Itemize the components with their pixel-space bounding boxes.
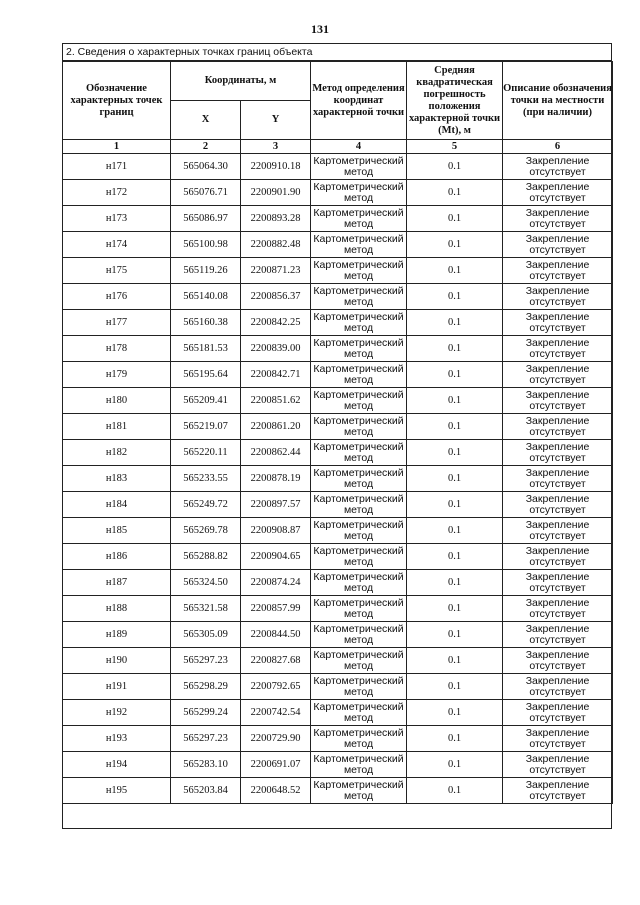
y-coordinate-cell: 2200851.62 <box>241 388 311 414</box>
y-coordinate-cell: 2200792.65 <box>241 674 311 700</box>
description-cell: Закрепление отсутствует <box>503 752 613 778</box>
x-coordinate-cell: 565299.24 <box>171 700 241 726</box>
y-coordinate-cell: 2200871.23 <box>241 258 311 284</box>
point-id-cell: н188 <box>63 596 171 622</box>
accuracy-cell: 0.1 <box>407 180 503 206</box>
y-coordinate-cell: 2200827.68 <box>241 648 311 674</box>
table-row <box>63 492 613 518</box>
accuracy-cell: 0.1 <box>407 284 503 310</box>
point-id-cell: н178 <box>63 336 171 362</box>
method-cell: Картометрический метод <box>311 362 407 388</box>
column-number: 5 <box>407 140 503 154</box>
y-coordinate-cell: 2200861.20 <box>241 414 311 440</box>
description-cell: Закрепление отсутствует <box>503 466 613 492</box>
point-id-cell: н173 <box>63 206 171 232</box>
column-number: 3 <box>241 140 311 154</box>
header-designation: Обозначение характерных точек границ <box>63 62 171 140</box>
accuracy-cell: 0.1 <box>407 570 503 596</box>
accuracy-cell: 0.1 <box>407 206 503 232</box>
point-id-cell: н180 <box>63 388 171 414</box>
description-cell: Закрепление отсутствует <box>503 180 613 206</box>
table-row <box>63 284 613 310</box>
x-coordinate-cell: 565283.10 <box>171 752 241 778</box>
accuracy-cell: 0.1 <box>407 336 503 362</box>
table-row <box>63 648 613 674</box>
table-row <box>63 154 613 180</box>
accuracy-cell: 0.1 <box>407 622 503 648</box>
accuracy-cell: 0.1 <box>407 726 503 752</box>
accuracy-cell: 0.1 <box>407 414 503 440</box>
table-row <box>63 752 613 778</box>
y-coordinate-cell: 2200742.54 <box>241 700 311 726</box>
column-number: 1 <box>63 140 171 154</box>
table-row <box>63 180 613 206</box>
accuracy-cell: 0.1 <box>407 596 503 622</box>
y-coordinate-cell: 2200908.87 <box>241 518 311 544</box>
x-coordinate-cell: 565076.71 <box>171 180 241 206</box>
description-cell: Закрепление отсутствует <box>503 544 613 570</box>
method-cell: Картометрический метод <box>311 180 407 206</box>
y-coordinate-cell: 2200839.00 <box>241 336 311 362</box>
point-id-cell: н191 <box>63 674 171 700</box>
description-cell: Закрепление отсутствует <box>503 596 613 622</box>
y-coordinate-cell: 2200691.07 <box>241 752 311 778</box>
y-coordinate-cell: 2200878.19 <box>241 466 311 492</box>
header-method: Метод определения координат характерной точки <box>311 62 407 140</box>
table-row <box>63 700 613 726</box>
header-accuracy: Средняя квадратическая погрешность положения характерной точки (Mt), м <box>407 62 503 140</box>
y-coordinate-cell: 2200901.90 <box>241 180 311 206</box>
description-cell: Закрепление отсутствует <box>503 440 613 466</box>
table-row <box>63 388 613 414</box>
table-row <box>63 544 613 570</box>
accuracy-cell: 0.1 <box>407 648 503 674</box>
description-cell: Закрепление отсутствует <box>503 492 613 518</box>
accuracy-cell: 0.1 <box>407 700 503 726</box>
method-cell: Картометрический метод <box>311 492 407 518</box>
accuracy-cell: 0.1 <box>407 518 503 544</box>
y-coordinate-cell: 2200882.48 <box>241 232 311 258</box>
x-coordinate-cell: 565181.53 <box>171 336 241 362</box>
method-cell: Картометрический метод <box>311 284 407 310</box>
accuracy-cell: 0.1 <box>407 154 503 180</box>
accuracy-cell: 0.1 <box>407 544 503 570</box>
method-cell: Картометрический метод <box>311 648 407 674</box>
description-cell: Закрепление отсутствует <box>503 284 613 310</box>
table-row <box>63 778 613 804</box>
method-cell: Картометрический метод <box>311 570 407 596</box>
method-cell: Картометрический метод <box>311 622 407 648</box>
header-x: X <box>171 101 241 140</box>
y-coordinate-cell: 2200842.71 <box>241 362 311 388</box>
x-coordinate-cell: 565140.08 <box>171 284 241 310</box>
description-cell: Закрепление отсутствует <box>503 622 613 648</box>
table-row <box>63 310 613 336</box>
description-cell: Закрепление отсутствует <box>503 388 613 414</box>
point-id-cell: н171 <box>63 154 171 180</box>
y-coordinate-cell: 2200893.28 <box>241 206 311 232</box>
point-id-cell: н186 <box>63 544 171 570</box>
accuracy-cell: 0.1 <box>407 492 503 518</box>
method-cell: Картометрический метод <box>311 206 407 232</box>
y-coordinate-cell: 2200856.37 <box>241 284 311 310</box>
x-coordinate-cell: 565160.38 <box>171 310 241 336</box>
accuracy-cell: 0.1 <box>407 310 503 336</box>
x-coordinate-cell: 565305.09 <box>171 622 241 648</box>
column-number: 6 <box>503 140 613 154</box>
x-coordinate-cell: 565195.64 <box>171 362 241 388</box>
method-cell: Картометрический метод <box>311 778 407 804</box>
table-row <box>63 336 613 362</box>
point-id-cell: н182 <box>63 440 171 466</box>
x-coordinate-cell: 565219.07 <box>171 414 241 440</box>
y-coordinate-cell: 2200904.65 <box>241 544 311 570</box>
point-id-cell: н193 <box>63 726 171 752</box>
method-cell: Картометрический метод <box>311 388 407 414</box>
x-coordinate-cell: 565297.23 <box>171 726 241 752</box>
x-coordinate-cell: 565233.55 <box>171 466 241 492</box>
method-cell: Картометрический метод <box>311 752 407 778</box>
column-number: 4 <box>311 140 407 154</box>
accuracy-cell: 0.1 <box>407 674 503 700</box>
table-row <box>63 518 613 544</box>
x-coordinate-cell: 565064.30 <box>171 154 241 180</box>
description-cell: Закрепление отсутствует <box>503 674 613 700</box>
method-cell: Картометрический метод <box>311 258 407 284</box>
point-id-cell: н176 <box>63 284 171 310</box>
description-cell: Закрепление отсутствует <box>503 232 613 258</box>
point-id-cell: н179 <box>63 362 171 388</box>
header-row-top <box>63 62 613 101</box>
y-coordinate-cell: 2200874.24 <box>241 570 311 596</box>
y-coordinate-cell: 2200844.50 <box>241 622 311 648</box>
y-coordinate-cell: 2200857.99 <box>241 596 311 622</box>
accuracy-cell: 0.1 <box>407 752 503 778</box>
table-row <box>63 440 613 466</box>
table-row <box>63 674 613 700</box>
y-coordinate-cell: 2200897.57 <box>241 492 311 518</box>
table-row <box>63 362 613 388</box>
x-coordinate-cell: 565086.97 <box>171 206 241 232</box>
point-id-cell: н187 <box>63 570 171 596</box>
point-id-cell: н192 <box>63 700 171 726</box>
y-coordinate-cell: 2200648.52 <box>241 778 311 804</box>
description-cell: Закрепление отсутствует <box>503 206 613 232</box>
x-coordinate-cell: 565209.41 <box>171 388 241 414</box>
table-row <box>63 258 613 284</box>
description-cell: Закрепление отсутствует <box>503 258 613 284</box>
x-coordinate-cell: 565249.72 <box>171 492 241 518</box>
table-row <box>63 726 613 752</box>
point-id-cell: н183 <box>63 466 171 492</box>
description-cell: Закрепление отсутствует <box>503 362 613 388</box>
accuracy-cell: 0.1 <box>407 466 503 492</box>
method-cell: Картометрический метод <box>311 232 407 258</box>
description-cell: Закрепление отсутствует <box>503 726 613 752</box>
description-cell: Закрепление отсутствует <box>503 336 613 362</box>
point-id-cell: н174 <box>63 232 171 258</box>
table-row <box>63 622 613 648</box>
table-row <box>63 206 613 232</box>
accuracy-cell: 0.1 <box>407 388 503 414</box>
point-id-cell: н175 <box>63 258 171 284</box>
description-cell: Закрепление отсутствует <box>503 570 613 596</box>
description-cell: Закрепление отсутствует <box>503 310 613 336</box>
point-id-cell: н177 <box>63 310 171 336</box>
x-coordinate-cell: 565297.23 <box>171 648 241 674</box>
point-id-cell: н190 <box>63 648 171 674</box>
header-coordinates: Координаты, м <box>171 62 311 101</box>
method-cell: Картометрический метод <box>311 544 407 570</box>
method-cell: Картометрический метод <box>311 414 407 440</box>
method-cell: Картометрический метод <box>311 336 407 362</box>
x-coordinate-cell: 565269.78 <box>171 518 241 544</box>
method-cell: Картометрический метод <box>311 466 407 492</box>
section-title: 2. Сведения о характерных точках границ объекта <box>62 43 612 61</box>
point-id-cell: н195 <box>63 778 171 804</box>
x-coordinate-cell: 565220.11 <box>171 440 241 466</box>
description-cell: Закрепление отсутствует <box>503 518 613 544</box>
point-id-cell: н172 <box>63 180 171 206</box>
method-cell: Картометрический метод <box>311 440 407 466</box>
table-row <box>63 466 613 492</box>
method-cell: Картометрический метод <box>311 154 407 180</box>
y-coordinate-cell: 2200842.25 <box>241 310 311 336</box>
point-id-cell: н184 <box>63 492 171 518</box>
y-coordinate-cell: 2200862.44 <box>241 440 311 466</box>
table-body <box>63 154 613 804</box>
accuracy-cell: 0.1 <box>407 362 503 388</box>
header-description: Описание обозначения точки на местности (при наличии) <box>503 62 613 140</box>
description-cell: Закрепление отсутствует <box>503 778 613 804</box>
accuracy-cell: 0.1 <box>407 258 503 284</box>
header-y: Y <box>241 101 311 140</box>
point-id-cell: н185 <box>63 518 171 544</box>
column-number: 2 <box>171 140 241 154</box>
method-cell: Картометрический метод <box>311 674 407 700</box>
x-coordinate-cell: 565100.98 <box>171 232 241 258</box>
description-cell: Закрепление отсутствует <box>503 700 613 726</box>
x-coordinate-cell: 565298.29 <box>171 674 241 700</box>
method-cell: Картометрический метод <box>311 726 407 752</box>
x-coordinate-cell: 565288.82 <box>171 544 241 570</box>
method-cell: Картометрический метод <box>311 700 407 726</box>
page-number: 131 <box>311 22 329 36</box>
accuracy-cell: 0.1 <box>407 440 503 466</box>
table-row <box>63 414 613 440</box>
x-coordinate-cell: 565321.58 <box>171 596 241 622</box>
boundary-points-table <box>62 61 613 804</box>
table-row <box>63 596 613 622</box>
method-cell: Картометрический метод <box>311 518 407 544</box>
accuracy-cell: 0.1 <box>407 778 503 804</box>
y-coordinate-cell: 2200910.18 <box>241 154 311 180</box>
method-cell: Картометрический метод <box>311 596 407 622</box>
description-cell: Закрепление отсутствует <box>503 414 613 440</box>
accuracy-cell: 0.1 <box>407 232 503 258</box>
point-id-cell: н189 <box>63 622 171 648</box>
x-coordinate-cell: 565324.50 <box>171 570 241 596</box>
point-id-cell: н181 <box>63 414 171 440</box>
description-cell: Закрепление отсутствует <box>503 154 613 180</box>
column-number-row <box>63 140 613 154</box>
table-row <box>63 570 613 596</box>
x-coordinate-cell: 565203.84 <box>171 778 241 804</box>
x-coordinate-cell: 565119.26 <box>171 258 241 284</box>
y-coordinate-cell: 2200729.90 <box>241 726 311 752</box>
point-id-cell: н194 <box>63 752 171 778</box>
method-cell: Картометрический метод <box>311 310 407 336</box>
table-row <box>63 232 613 258</box>
description-cell: Закрепление отсутствует <box>503 648 613 674</box>
